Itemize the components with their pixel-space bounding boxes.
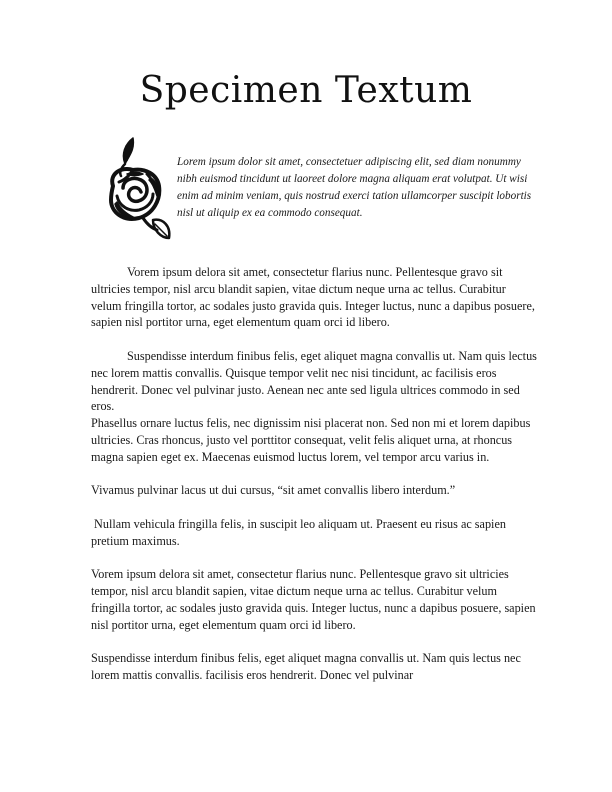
paragraph: Suspendisse interdum finibus felis, eget aliquet magna convallis ut. Nam quis lectus nec lorem mattis convallis. Quisque tempor velit nec nisi tincidunt, ac facilisis eros hendrerit. Donec vel pulvinar justo. Aenean nec ante sed ligula ultrices commodo in sed eros. [91,348,537,414]
paragraph: Nullam vehicula fringilla felis, in suscipit leo aliquam ut. Praesent eu risus ac sapien pretium maximus. [91,516,509,548]
paragraph: Suspendisse interdum finibus felis, eget aliquet magna convallis ut. Nam quis lectus nec lorem mattis convallis. facilisis eros hendrerit. Donec vel pulvinar [91,651,521,683]
epigraph-text: Lorem ipsum dolor sit amet, consectetuer adipiscing elit, sed diam nonummy nibh euismod tincidunt ut laoreet dolore magna aliquam erat volutpat. Ut wisi enim ad minim veniam, quis nostrud exerci tation ullamcorper suscipit lobortis nisl ut aliquip ex ea commodo consequat. [177,156,532,219]
paragraph: Vorem ipsum delora sit amet, consectetur flarius nunc. Pellentesque gravo sit ultricies tempor, nisl arcu blandit sapien, vitae dictum neque urna ac tellus. Curabitur velum fringilla tortor, ac sodales justo gravida quis. Integer luctus, nunc a dapibus posuere, sapien nisl portitor urna, eget elementum quam orci id libero. [91,265,535,330]
paragraph: Vivamus pulvinar lacus ut dui cursus, “sit amet convallis libero interdum.” [91,483,456,498]
rose-icon [103,134,173,242]
paragraph: Vorem ipsum delora sit amet, consectetur flarius nunc. Pellentesque gravo sit ultricies tempor, nisl arcu blandit sapien, vitae dictum neque urna ac tellus. Curabitur velum fringilla tortor, ac sodales justo gravida quis. Integer luctus, nunc a dapibus posuere, sapien nisl portitor urna, eget elementum quam orci id libero. [91,567,536,632]
document-title: Specimen Textum [139,70,473,111]
body-text [91,264,538,684]
paragraph: Phasellus ornare luctus felis, nec dignissim nisi placerat non. Sed non mi et lorem dapibus ultricies. Cras rhoncus, justo vel porttitor consequat, velit felis aliquet urna, at rhoncus magna sapien eget ex. Maecenas euismod luctus lorem, vel tempor arcu varius in. [91,416,531,464]
